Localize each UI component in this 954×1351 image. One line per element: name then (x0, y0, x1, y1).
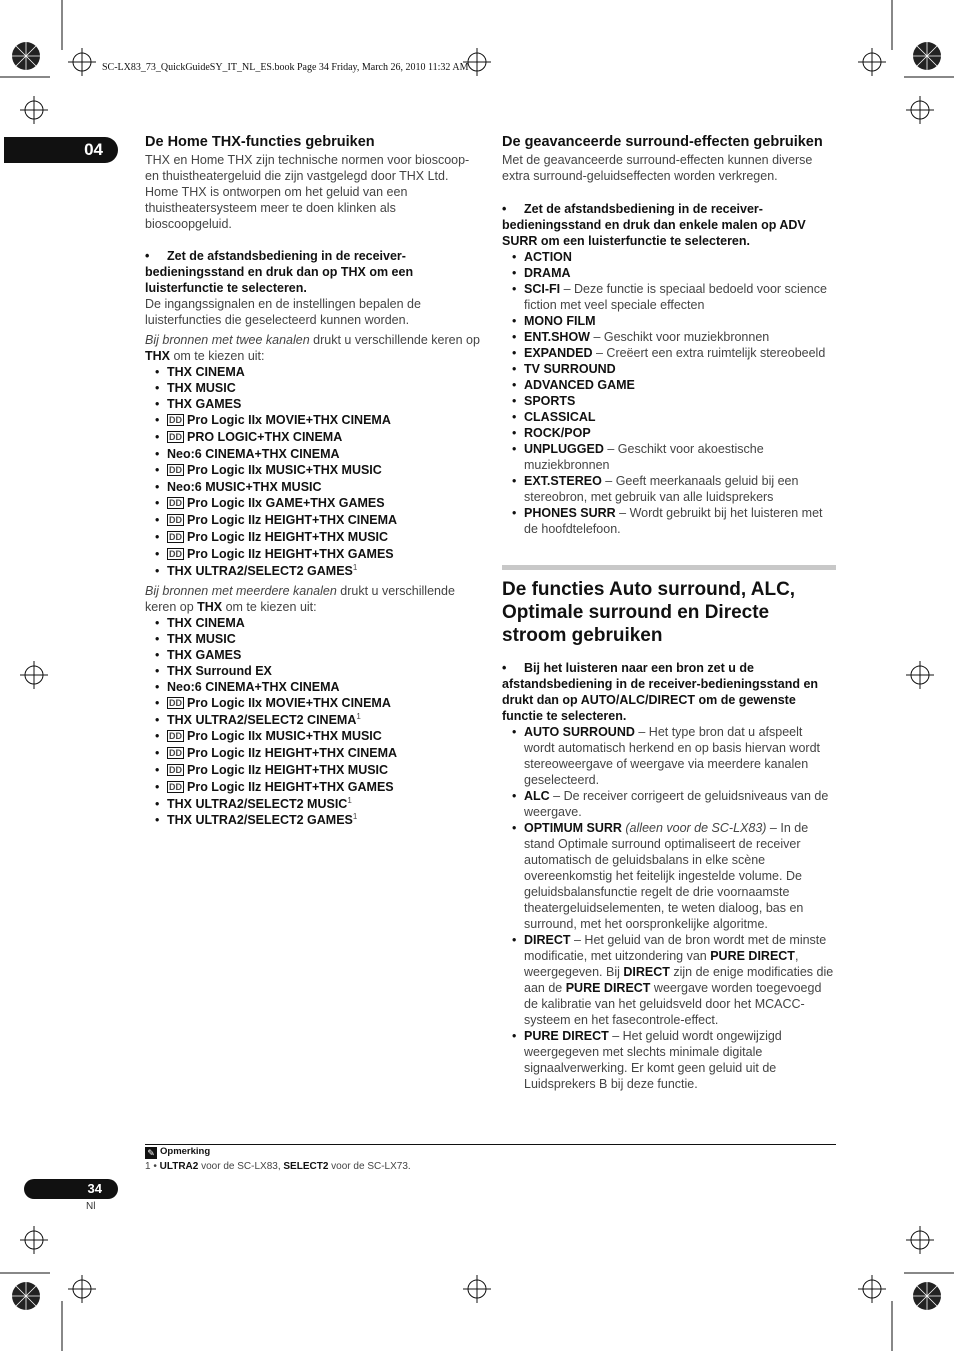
list-item: • SCI-FI – Deze functie is speciaal bedoeld voor science fiction met veel speciale effecten (502, 281, 836, 313)
list-item: • THX CINEMA (145, 364, 480, 380)
list-item: • DD Pro Logic IIx MOVIE+THX CINEMA (145, 695, 480, 712)
list-item: • ROCK/POP (502, 425, 836, 441)
list-item: • DD Pro Logic IIz HEIGHT+THX MUSIC (145, 762, 480, 779)
list-item: • DD PRO LOGIC+THX CINEMA (145, 429, 480, 446)
list-item: • DD Pro Logic IIx MUSIC+THX MUSIC (145, 728, 480, 745)
list-item: • ADVANCED GAME (502, 377, 836, 393)
auto-surround-section-title: De functies Auto surround, ALC, Optimale surround en Directe stroom gebruiken (502, 579, 796, 646)
dolby-logo-icon: DD (169, 782, 182, 792)
list-item: • DD Pro Logic IIz HEIGHT+THX CINEMA (145, 512, 480, 529)
list-item: • TV SURROUND (502, 361, 836, 377)
footnote-ref: 1 (352, 562, 358, 572)
list-item: • Neo:6 MUSIC+THX MUSIC (145, 479, 480, 495)
list-item: • EXPANDED – Creëert een extra ruimtelijk stereobeeld (502, 345, 836, 361)
list-item: • UNPLUGGED – Geschikt voor akoestische muziekbronnen (502, 441, 836, 473)
list-item: • THX Surround EX (145, 663, 480, 679)
dolby-logo-icon: DD (169, 549, 182, 559)
list-item: • ACTION (502, 249, 836, 265)
footnote-ref: 1 (352, 811, 358, 821)
list-item: • SPORTS (502, 393, 836, 409)
dolby-logo-icon: DD (169, 432, 182, 442)
note-pencil-icon: ✎ (145, 1147, 157, 1159)
list-item: • DIRECT – Het geluid van de bron wordt met de minste modificatie, met uitzondering van PURE DIRECT, weergegeven. Bij DIRECT zijn de enige modificaties die aan de PURE DIRECT weergave worden toegevoegd de kalibratie van het geluidsveld door het MCACC-systeem en het fasecontrole-effect. (502, 932, 836, 1028)
page-number: 34 (24, 1179, 118, 1199)
list-item: • DD Pro Logic IIz HEIGHT+THX CINEMA (145, 745, 480, 762)
dolby-logo-icon: DD (169, 515, 182, 525)
adv-surround-instruction: • Zet de afstandsbediening in de receiver-bedieningsstand en druk dan enkele malen op ADV SURR om een luisterfunctie te selecteren. (502, 202, 806, 248)
thx-instruction: • Zet de afstandsbediening in de receiver-bedieningsstand en druk dan op THX om een luisterfunctie te selecteren. (145, 249, 414, 295)
left-column (145, 133, 480, 828)
adv-surround-heading: De geavanceerde surround-effecten gebruiken (502, 134, 823, 150)
thx-heading: De Home THX-functies gebruiken (145, 134, 375, 150)
dolby-logo-icon: DD (169, 465, 182, 475)
auto-surround-instruction: • Bij het luisteren naar een bron zet u de afstandsbediening in de receiver-bedieningsstand en drukt dan op AUTO/ALC/DIRECT om de gewenste functie te selecteren. (502, 661, 819, 723)
list-item: • MONO FILM (502, 313, 836, 329)
list-item: • THX ULTRA2/SELECT2 GAMES$^1$ (145, 812, 480, 828)
list-item: • DD Pro Logic IIz HEIGHT+THX MUSIC (145, 529, 480, 546)
two-channel-intro: Bij bronnen met twee kanalen drukt u verschillende keren op THX om te kiezen uit: (145, 333, 480, 363)
list-item: • OPTIMUM SURR (alleen voor de SC-LX83) – In de stand Optimale surround optimaliseert de receiver automatisch de geluidsbalans in elke scène overeenkomstig het feitelijk ingestelde volume. De geluidsbalansfunctie regelt de drie voornaamste theatergeluidselementen, te weten dialoog, bas en surround, met het oorspronkelijke algoritme. (502, 820, 836, 932)
list-item: • THX ULTRA2/SELECT2 CINEMA$^1$ (145, 712, 480, 728)
list-item: • Neo:6 CINEMA+THX CINEMA (145, 679, 480, 695)
list-item: • THX GAMES (145, 647, 480, 663)
list-item: • DD Pro Logic IIx MOVIE+THX CINEMA (145, 412, 480, 429)
list-item: • ENT.SHOW – Geschikt voor muziekbronnen (502, 329, 836, 345)
auto-surround-modes-list (502, 724, 836, 1092)
dolby-logo-icon: DD (169, 498, 182, 508)
right-column (502, 133, 836, 1092)
list-item: • DD Pro Logic IIz HEIGHT+THX GAMES (145, 779, 480, 796)
adv-surround-modes-list (502, 249, 836, 537)
multi-channel-modes-list (145, 615, 480, 828)
instruction-bullet: • (145, 249, 150, 263)
list-item: • THX ULTRA2/SELECT2 GAMES$^1$ (145, 563, 480, 579)
list-item: • EXT.STEREO – Geeft meerkanaals geluid bij een stereobron, met gebruik van alle luidsprekers (502, 473, 836, 505)
list-item: • ALC – De receiver corrigeert de geluidsniveaus van de weergave. (502, 788, 836, 820)
dolby-logo-icon: DD (169, 532, 182, 542)
dolby-logo-icon: DD (169, 698, 182, 708)
language-code: Nl (86, 1201, 96, 1212)
list-item: • PURE DIRECT – Het geluid wordt ongewijzigd weergegeven met slechts minimale digitale signaalverwerking. Er komt geen geluid uit de Luidsprekers B bij deze functie. (502, 1028, 836, 1092)
dolby-logo-icon: DD (169, 748, 182, 758)
dolby-logo-icon: DD (169, 731, 182, 741)
file-header: SC-LX83_73_QuickGuideSY_IT_NL_ES.book Page 34 Friday, March 26, 2010 11:32 AM (102, 62, 469, 73)
list-item: • DD Pro Logic IIz HEIGHT+THX GAMES (145, 546, 480, 563)
list-item: • THX CINEMA (145, 615, 480, 631)
chapter-tab: 04 (4, 137, 118, 163)
list-item: • AUTO SURROUND – Het type bron dat u afspeelt wordt automatisch herkend en op basis hiervan wordt stereoweergave of weergave via meerdere kanalen geselecteerd. (502, 724, 836, 788)
dolby-logo-icon: DD (169, 765, 182, 775)
list-item: • THX MUSIC (145, 380, 480, 396)
list-item: • DRAMA (502, 265, 836, 281)
footnote-ref: 1 (347, 795, 352, 805)
thx-intro: THX en Home THX zijn technische normen voor bioscoop- en thuistheatergeluid die zijn vastgelegd door THX Ltd. Home THX is ontworpen om het geluid van een thuistheatersysteem meer te doen klinken als bioscoopgeluid. (145, 153, 470, 231)
list-item: • THX MUSIC (145, 631, 480, 647)
footnote: 1 • ULTRA2 voor de SC-LX83, SELECT2 voor de SC-LX73. (145, 1161, 411, 1172)
adv-surround-intro: Met de geavanceerde surround-effecten kunnen diverse extra surround-geluidseffecten worden verkregen. (502, 153, 813, 183)
footnote-ref: 1 (356, 711, 361, 721)
thx-after: De ingangssignalen en de instellingen bepalen de luisterfuncties die geselecteerd kunnen worden. (145, 297, 421, 327)
section-rule (502, 565, 836, 570)
list-item: • THX GAMES (145, 396, 480, 412)
two-channel-modes-list (145, 364, 480, 579)
list-item: • DD Pro Logic IIx GAME+THX GAMES (145, 495, 480, 512)
list-item: • PHONES SURR – Wordt gebruikt bij het luisteren met de hoofdtelefoon. (502, 505, 836, 537)
note-title: ✎ Opmerking (145, 1146, 210, 1159)
list-item: • THX ULTRA2/SELECT2 MUSIC$^1$ (145, 796, 480, 812)
list-item: • Neo:6 CINEMA+THX CINEMA (145, 446, 480, 462)
multi-channel-intro: Bij bronnen met meerdere kanalen drukt u verschillende keren op THX om te kiezen uit: (145, 584, 455, 614)
dolby-logo-icon: DD (169, 415, 182, 425)
list-item: • CLASSICAL (502, 409, 836, 425)
list-item: • DD Pro Logic IIx MUSIC+THX MUSIC (145, 462, 480, 479)
note-rule (145, 1144, 836, 1145)
